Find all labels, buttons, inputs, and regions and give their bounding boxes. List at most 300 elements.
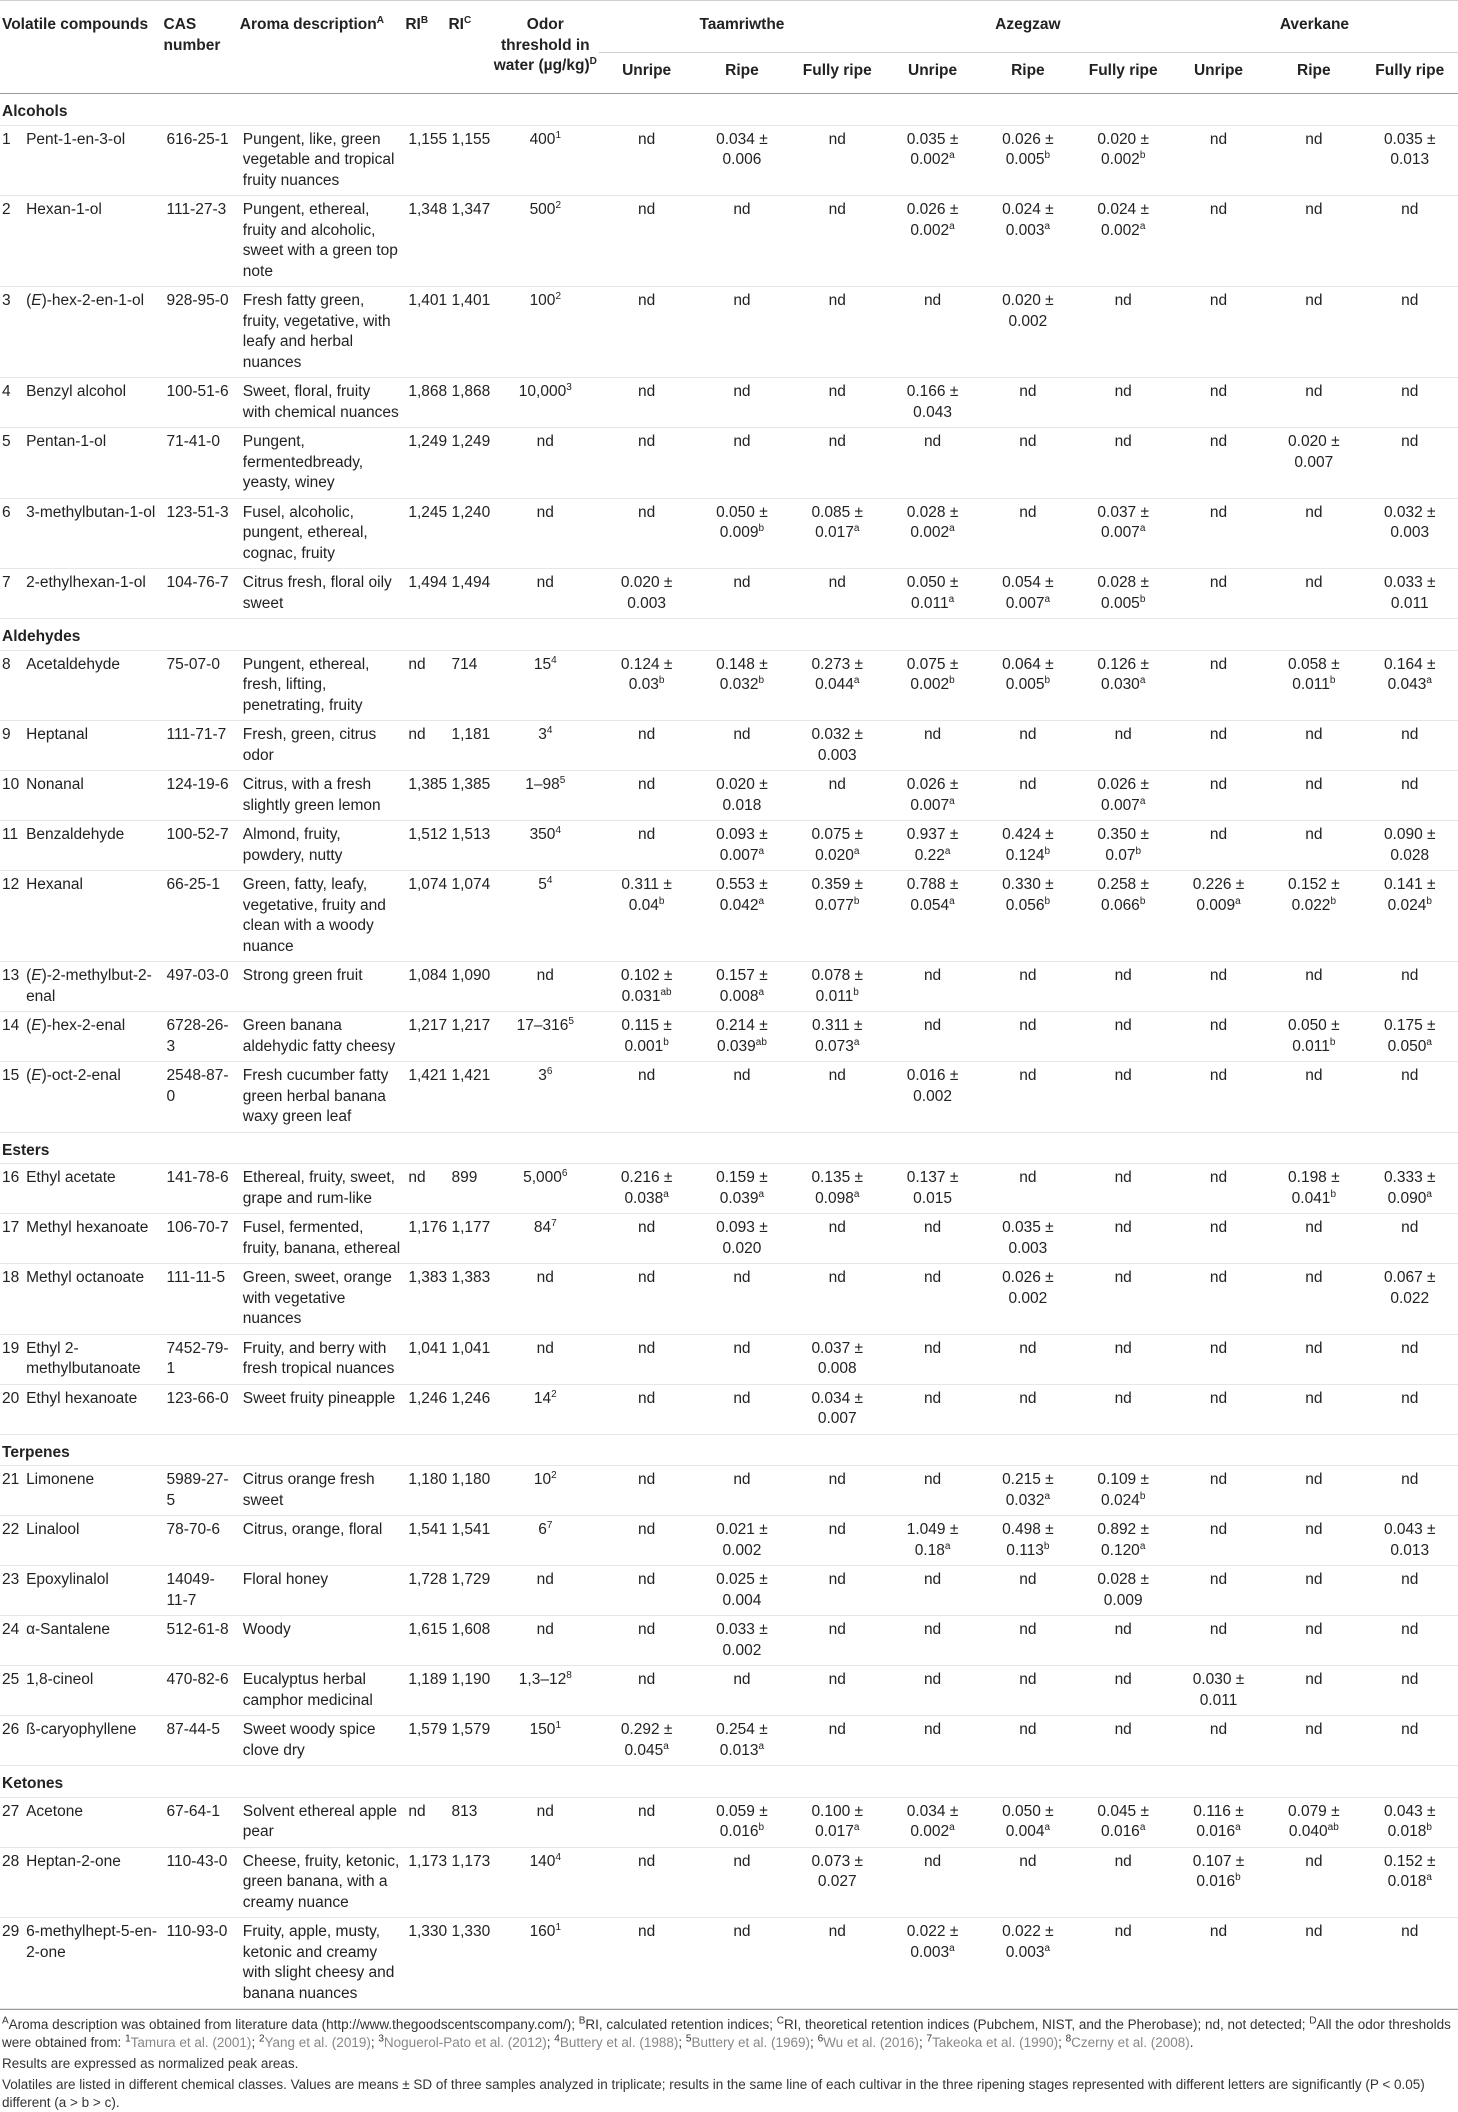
header-ri-calculated: $RI^B$ bbox=[405, 14, 429, 33]
reference-number: 8 bbox=[1065, 2033, 1072, 2045]
value-cell: 0.093 ± 0.007$^a$ bbox=[716, 826, 768, 864]
value-cell: 0.028 ± 0.009 bbox=[1097, 1571, 1149, 1609]
compound-name: Pentan-1-ol bbox=[26, 433, 107, 450]
section-header-row bbox=[0, 1434, 1458, 1466]
compound-number: 24 bbox=[2, 1621, 20, 1638]
value-cell: 0.164 ± 0.043$^a$ bbox=[1383, 655, 1436, 693]
value-cell: nd bbox=[1305, 1621, 1323, 1638]
aroma-description: Pungent, ethereal, fresh, lifting, penetrating, fruity bbox=[242, 655, 370, 714]
reference-number: 7 bbox=[926, 2033, 933, 2045]
ri-theoretical: 1,541 bbox=[451, 1521, 491, 1538]
compound-number: 20 bbox=[2, 1389, 20, 1407]
ri-calculated: nd bbox=[408, 1802, 426, 1820]
value-cell: nd bbox=[1209, 1219, 1228, 1236]
value-cell: nd bbox=[1114, 1671, 1132, 1688]
value-cell: nd bbox=[1209, 826, 1228, 843]
value-cell: 0.100 ± 0.017$^a$ bbox=[811, 1802, 864, 1840]
value-cell: nd bbox=[1019, 1017, 1037, 1034]
compound-number: 4 bbox=[2, 383, 11, 400]
value-cell: nd bbox=[1209, 1389, 1228, 1407]
table-row bbox=[0, 1918, 1458, 2009]
cas-number: 67-64-1 bbox=[166, 1802, 220, 1820]
value-cell: 0.035 ± 0.013 bbox=[1383, 130, 1436, 168]
value-cell: 0.137 ± 0.015 bbox=[906, 1169, 959, 1207]
value-cell: 0.215 ± 0.032$^a$ bbox=[1002, 1471, 1054, 1509]
value-cell: nd bbox=[1305, 726, 1323, 743]
value-cell: 0.198 ± 0.041$^b$ bbox=[1288, 1169, 1340, 1207]
value-cell: nd bbox=[923, 967, 942, 984]
value-cell: nd bbox=[1019, 503, 1037, 521]
ri-calculated: 1,494 bbox=[408, 574, 448, 591]
ri-calculated: 1,615 bbox=[408, 1621, 448, 1638]
value-cell: 0.175 ± 0.050$^a$ bbox=[1383, 1017, 1436, 1055]
value-cell: nd bbox=[923, 1471, 942, 1488]
value-cell: nd bbox=[1019, 1571, 1037, 1588]
value-cell: 0.148 ± 0.032$^b$ bbox=[716, 655, 768, 693]
value-cell: nd bbox=[1114, 1621, 1132, 1638]
value-cell: nd bbox=[1019, 1852, 1037, 1870]
aroma-description: Fruity, apple, musty, ketonic and creamy with slight cheesy and banana nuances bbox=[242, 1923, 395, 2002]
ri-calculated: 1,180 bbox=[408, 1471, 448, 1488]
reference-link[interactable]: Noguerol-Pato et al. (2012) bbox=[383, 2035, 547, 2050]
value-cell: 0.292 ± 0.045$^a$ bbox=[620, 1721, 673, 1759]
odor-threshold: $160^1$ bbox=[529, 1921, 561, 1940]
table-row bbox=[0, 1384, 1458, 1434]
ri-theoretical: 1,190 bbox=[451, 1671, 491, 1688]
odor-threshold: $100^2$ bbox=[529, 290, 561, 309]
ri-theoretical: 1,246 bbox=[451, 1389, 491, 1407]
value-cell: 0.035 ± 0.003 bbox=[1002, 1219, 1054, 1257]
value-cell: 0.026 ± 0.007$^a$ bbox=[1097, 776, 1149, 814]
odor-threshold: nd bbox=[536, 1269, 554, 1286]
value-cell: nd bbox=[1305, 1471, 1323, 1488]
compound-number: 2 bbox=[2, 201, 11, 218]
compound-name: Acetone bbox=[26, 1802, 83, 1820]
aroma-description: Citrus orange fresh sweet bbox=[242, 1471, 375, 1509]
value-cell: 0.892 ± 0.120$^a$ bbox=[1097, 1521, 1149, 1559]
value-cell: nd bbox=[1401, 776, 1419, 793]
value-cell: 0.214 ± 0.039$^{ab}$ bbox=[716, 1017, 768, 1055]
odor-threshold: $3^4$ bbox=[538, 724, 553, 743]
value-cell: nd bbox=[733, 574, 751, 591]
value-cell: nd bbox=[733, 1923, 751, 1940]
ri-theoretical: 1,513 bbox=[451, 826, 491, 843]
reference-number: 1 bbox=[125, 2033, 131, 2045]
value-cell: nd bbox=[1305, 574, 1323, 591]
compound-number: 17 bbox=[2, 1219, 20, 1236]
value-cell: 0.166 ± 0.043 bbox=[906, 383, 959, 421]
table-row bbox=[0, 1264, 1458, 1335]
odor-threshold: $350^4$ bbox=[529, 824, 561, 843]
odor-threshold: $140^4$ bbox=[529, 1851, 561, 1870]
value-cell: nd bbox=[923, 433, 942, 450]
value-cell: 0.152 ± 0.018$^a$ bbox=[1383, 1852, 1436, 1890]
compound-name: α-Santalene bbox=[26, 1621, 110, 1638]
table-row bbox=[0, 1797, 1458, 1847]
value-cell: nd bbox=[1401, 1067, 1419, 1084]
value-cell: nd bbox=[638, 1471, 656, 1488]
cas-number: 497-03-0 bbox=[166, 967, 229, 984]
value-cell: nd bbox=[733, 1471, 751, 1488]
ri-calculated: 1,246 bbox=[408, 1389, 448, 1407]
compound-name: Benzyl alcohol bbox=[26, 383, 127, 400]
compound-number: 18 bbox=[2, 1269, 20, 1286]
cas-number: 106-70-7 bbox=[166, 1219, 229, 1236]
value-cell: 0.124 ± 0.03$^b$ bbox=[620, 655, 673, 693]
section-header-row bbox=[0, 1132, 1458, 1164]
aroma-description: Strong green fruit bbox=[242, 967, 363, 984]
odor-threshold: $17-316^5$ bbox=[516, 1015, 574, 1034]
cas-number: 7452-79-1 bbox=[166, 1339, 229, 1377]
value-cell: 0.020 ± 0.018 bbox=[716, 776, 768, 814]
header-cultivar-averkane: Averkane bbox=[1171, 1, 1458, 53]
aroma-description: Cheese, fruity, ketonic, green banana, with a creamy nuance bbox=[242, 1852, 400, 1911]
value-cell: 0.054 ± 0.007$^a$ bbox=[1002, 574, 1054, 612]
value-cell: nd bbox=[1305, 1923, 1323, 1940]
value-cell: 0.311 ± 0.04$^b$ bbox=[621, 876, 672, 914]
value-cell: nd bbox=[1114, 1219, 1132, 1236]
table-row bbox=[0, 1164, 1458, 1214]
compound-name: Ethyl acetate bbox=[26, 1169, 116, 1186]
value-cell: nd bbox=[1401, 1389, 1419, 1407]
value-cell: nd bbox=[1114, 726, 1132, 743]
header-stage: Fully ripe bbox=[1088, 61, 1158, 79]
table-footnotes bbox=[0, 2009, 1458, 2112]
cas-number: 75-07-0 bbox=[166, 655, 220, 673]
value-cell: 0.028 ± 0.005$^b$ bbox=[1097, 574, 1149, 612]
compound-name: Heptanal bbox=[26, 726, 89, 743]
value-cell: 0.034 ± 0.006 bbox=[716, 130, 768, 168]
reference-link[interactable]: Buttery et al. (1969) bbox=[691, 2035, 811, 2050]
value-cell: 0.035 ± 0.002$^a$ bbox=[906, 130, 959, 168]
value-cell: nd bbox=[1114, 1067, 1132, 1084]
reference-number: 6 bbox=[817, 2033, 824, 2045]
value-cell: 0.043 ± 0.013 bbox=[1383, 1521, 1436, 1559]
value-cell: nd bbox=[1401, 201, 1419, 218]
value-cell: nd bbox=[1019, 776, 1037, 793]
odor-threshold: $5^4$ bbox=[538, 874, 553, 893]
reference-link[interactable]: Takeoka et al. (1990) bbox=[932, 2035, 1059, 2050]
value-cell: nd bbox=[638, 1621, 656, 1638]
compound-number: 25 bbox=[2, 1671, 20, 1688]
value-cell: nd bbox=[638, 292, 656, 309]
value-cell: nd bbox=[1401, 433, 1419, 450]
odor-threshold: nd bbox=[536, 1339, 554, 1357]
cas-number: 110-43-0 bbox=[166, 1852, 228, 1870]
value-cell: 0.157 ± 0.008$^a$ bbox=[716, 967, 768, 1005]
aroma-description: Floral honey bbox=[242, 1571, 329, 1588]
value-cell: nd bbox=[828, 383, 846, 400]
compound-number: 11 bbox=[2, 826, 19, 843]
section-title: Aldehydes bbox=[2, 628, 81, 645]
value-cell: nd bbox=[1209, 726, 1228, 743]
value-cell: nd bbox=[1305, 1721, 1323, 1738]
odor-threshold: $3^6$ bbox=[538, 1065, 553, 1084]
odor-threshold: nd bbox=[536, 967, 554, 984]
value-cell: nd bbox=[638, 130, 656, 148]
value-cell: 0.059 ± 0.016$^b$ bbox=[716, 1802, 768, 1840]
value-cell: nd bbox=[1305, 1339, 1323, 1357]
value-cell: nd bbox=[1305, 1671, 1323, 1688]
value-cell: 0.254 ± 0.013$^a$ bbox=[716, 1721, 768, 1759]
value-cell: nd bbox=[1209, 1571, 1228, 1588]
compound-name: (E)-hex-2-enal bbox=[26, 1017, 126, 1034]
cas-number: 616-25-1 bbox=[166, 130, 229, 148]
value-cell: 0.093 ± 0.020 bbox=[716, 1219, 768, 1257]
cas-number: 110-93-0 bbox=[166, 1923, 228, 1940]
reference-number: 3 bbox=[378, 2033, 384, 2045]
compound-name: Heptan-2-one bbox=[26, 1852, 121, 1870]
ri-calculated: nd bbox=[408, 726, 426, 743]
compound-name: Hexanal bbox=[26, 876, 83, 893]
value-cell: 0.033 ± 0.002 bbox=[716, 1621, 768, 1659]
table-row bbox=[0, 771, 1458, 821]
value-cell: nd bbox=[1114, 1269, 1132, 1286]
header-stage: Fully ripe bbox=[1375, 61, 1445, 79]
value-cell: nd bbox=[1019, 383, 1037, 400]
value-cell: nd bbox=[638, 1389, 656, 1407]
compound-name: 6-methylhept-5-en-2-one bbox=[26, 1923, 158, 1961]
odor-threshold: $500^2$ bbox=[529, 199, 561, 218]
aroma-description: Sweet woody spice clove dry bbox=[242, 1721, 376, 1759]
compound-number: 14 bbox=[2, 1017, 20, 1034]
value-cell: nd bbox=[1209, 1017, 1228, 1034]
aroma-description: Solvent ethereal apple pear bbox=[242, 1802, 398, 1840]
value-cell: nd bbox=[1209, 1923, 1228, 1940]
value-cell: nd bbox=[828, 1067, 846, 1084]
header-volatile-compounds: Volatile compounds bbox=[2, 16, 149, 33]
ri-calculated: 1,245 bbox=[408, 503, 448, 521]
odor-threshold: $6^7$ bbox=[538, 1519, 553, 1538]
value-cell: nd bbox=[1019, 726, 1037, 743]
value-cell: 0.141 ± 0.024$^b$ bbox=[1383, 876, 1436, 914]
value-cell: nd bbox=[733, 1339, 751, 1357]
table-row bbox=[0, 821, 1458, 871]
value-cell: nd bbox=[638, 1269, 656, 1286]
compound-number: 22 bbox=[2, 1521, 20, 1538]
ri-theoretical: 1,729 bbox=[451, 1571, 491, 1588]
ri-theoretical: 813 bbox=[451, 1802, 478, 1820]
header-stage: Fully ripe bbox=[802, 61, 872, 79]
value-cell: nd bbox=[1114, 1169, 1132, 1186]
value-cell: nd bbox=[1401, 1671, 1419, 1688]
ri-calculated: nd bbox=[408, 1169, 426, 1186]
value-cell: nd bbox=[1305, 292, 1323, 309]
compound-name: Methyl hexanoate bbox=[26, 1219, 149, 1236]
value-cell: nd bbox=[1209, 1067, 1228, 1084]
value-cell: nd bbox=[828, 130, 846, 148]
value-cell: nd bbox=[733, 292, 751, 309]
ri-theoretical: 1,090 bbox=[451, 967, 491, 984]
cas-number: 78-70-6 bbox=[166, 1521, 220, 1538]
compound-number: 26 bbox=[2, 1721, 20, 1738]
ri-theoretical: 1,385 bbox=[451, 776, 491, 793]
cas-number: 5989-27-5 bbox=[166, 1471, 229, 1509]
value-cell: nd bbox=[1114, 1923, 1132, 1940]
value-cell: 0.034 ± 0.007 bbox=[811, 1389, 864, 1427]
table-row bbox=[0, 378, 1458, 428]
value-cell: nd bbox=[1305, 1852, 1323, 1870]
compound-name: Hexan-1-ol bbox=[26, 201, 102, 218]
compound-name: 2-ethylhexan-1-ol bbox=[26, 574, 146, 591]
value-cell: nd bbox=[828, 1621, 846, 1638]
value-cell: 0.333 ± 0.090$^a$ bbox=[1383, 1169, 1436, 1207]
reference-number: 4 bbox=[554, 2033, 560, 2045]
compound-name: (E)-2-methylbut-2-enal bbox=[26, 967, 152, 1005]
value-cell: nd bbox=[733, 726, 751, 743]
ri-theoretical: 1,240 bbox=[451, 503, 491, 521]
value-cell: 0.025 ± 0.004 bbox=[716, 1571, 768, 1609]
value-cell: 0.078 ± 0.011$^b$ bbox=[811, 967, 864, 1005]
header-odor-threshold: Odor threshold in water $(\mu g/kg)^D$ bbox=[493, 16, 597, 74]
compound-name: Pent-1-en-3-ol bbox=[26, 130, 126, 148]
value-cell: 0.026 ± 0.007$^a$ bbox=[906, 776, 959, 814]
value-cell: 0.788 ± 0.054$^a$ bbox=[906, 876, 959, 914]
aroma-description: Green banana aldehydic fatty cheesy bbox=[242, 1017, 396, 1055]
footnote-normalized: Results are expressed as normalized peak areas. bbox=[2, 2056, 299, 2071]
cas-number: 111-71-7 bbox=[166, 726, 227, 743]
value-cell: 0.067 ± 0.022 bbox=[1383, 1269, 1436, 1307]
table-row bbox=[0, 1062, 1458, 1133]
table-row bbox=[0, 650, 1458, 721]
value-cell: 0.330 ± 0.056$^b$ bbox=[1002, 876, 1054, 914]
ri-theoretical: 1,217 bbox=[451, 1017, 491, 1034]
value-cell: nd bbox=[1401, 1621, 1419, 1638]
value-cell: nd bbox=[828, 1923, 846, 1940]
ri-theoretical: 714 bbox=[451, 655, 478, 673]
reference-link[interactable]: Wu et al. (2016) bbox=[823, 2035, 919, 2050]
ri-calculated: 1,348 bbox=[408, 201, 448, 218]
compound-number: 8 bbox=[2, 655, 11, 673]
compound-name: Benzaldehyde bbox=[26, 826, 125, 843]
value-cell: nd bbox=[1209, 130, 1228, 148]
cas-number: 100-51-6 bbox=[166, 383, 229, 400]
value-cell: nd bbox=[923, 1389, 942, 1407]
value-cell: nd bbox=[733, 383, 751, 400]
odor-threshold: nd bbox=[536, 1802, 554, 1820]
value-cell: nd bbox=[638, 826, 656, 843]
value-cell: nd bbox=[638, 1339, 656, 1357]
compound-name: (E)-oct-2-enal bbox=[26, 1067, 121, 1084]
value-cell: 0.033 ± 0.011 bbox=[1383, 574, 1436, 612]
compound-number: 21 bbox=[2, 1471, 20, 1488]
value-cell: nd bbox=[1209, 503, 1228, 521]
compound-name: Methyl octanoate bbox=[26, 1269, 145, 1286]
value-cell: 0.058 ± 0.011$^b$ bbox=[1288, 655, 1340, 693]
value-cell: nd bbox=[1209, 655, 1228, 673]
odor-threshold: nd bbox=[536, 433, 554, 450]
value-cell: nd bbox=[1114, 433, 1132, 450]
ri-calculated: 1,041 bbox=[408, 1339, 448, 1357]
value-cell: nd bbox=[638, 1923, 656, 1940]
odor-threshold: nd bbox=[536, 574, 554, 591]
value-cell: nd bbox=[1209, 433, 1228, 450]
compound-number: 16 bbox=[2, 1169, 20, 1186]
value-cell: nd bbox=[1019, 1389, 1037, 1407]
table-row bbox=[0, 721, 1458, 771]
table-row bbox=[0, 428, 1458, 499]
aroma-description: Sweet, floral, fruity with chemical nuances bbox=[242, 383, 399, 421]
cas-number: 141-78-6 bbox=[166, 1169, 229, 1186]
ri-theoretical: 1,177 bbox=[451, 1219, 491, 1236]
value-cell: nd bbox=[828, 776, 846, 793]
ri-theoretical: 1,330 bbox=[451, 1923, 491, 1940]
value-cell: 0.024 ± 0.003$^a$ bbox=[1002, 201, 1054, 239]
header-cas-number: CAS number bbox=[163, 16, 221, 54]
odor-threshold: $400^1$ bbox=[529, 129, 561, 148]
value-cell: 0.075 ± 0.002$^b$ bbox=[906, 655, 959, 693]
ri-theoretical: 1,421 bbox=[451, 1067, 491, 1084]
ri-calculated: 1,084 bbox=[408, 967, 448, 984]
value-cell: nd bbox=[1305, 201, 1323, 218]
value-cell: nd bbox=[1401, 292, 1419, 309]
aroma-description: Pungent, fermentedbready, yeasty, winey bbox=[242, 433, 364, 491]
value-cell: nd bbox=[923, 726, 942, 743]
value-cell: 0.937 ± 0.22$^a$ bbox=[906, 826, 959, 864]
aroma-description: Citrus, orange, floral bbox=[242, 1521, 383, 1538]
ri-theoretical: 899 bbox=[451, 1169, 478, 1186]
reference-link[interactable]: Czerny et al. (2008) bbox=[1071, 2035, 1190, 2050]
value-cell: 0.079 ± 0.040$^{ab}$ bbox=[1288, 1802, 1340, 1840]
value-cell: 0.016 ± 0.002 bbox=[906, 1067, 959, 1105]
section-header-row bbox=[0, 94, 1458, 126]
ri-calculated: 1,512 bbox=[408, 826, 448, 843]
value-cell: 0.115 ± 0.001$^b$ bbox=[621, 1017, 672, 1055]
compound-number: 10 bbox=[2, 776, 20, 793]
aroma-description: Sweet fruity pineapple bbox=[242, 1389, 396, 1407]
table-row bbox=[0, 1566, 1458, 1616]
header-stage: Unripe bbox=[622, 61, 672, 79]
reference-link[interactable]: Yang et al. (2019) bbox=[264, 2035, 371, 2050]
table-row bbox=[0, 125, 1458, 196]
value-cell: nd bbox=[828, 433, 846, 450]
section-title: Terpenes bbox=[2, 1443, 70, 1461]
value-cell: nd bbox=[1305, 1219, 1323, 1236]
aroma-description: Eucalyptus herbal camphor medicinal bbox=[242, 1671, 373, 1709]
value-cell: nd bbox=[828, 1721, 846, 1738]
reference-link[interactable]: Tamura et al. (2001) bbox=[130, 2035, 252, 2050]
compound-name: (E)-hex-2-en-1-ol bbox=[26, 292, 145, 309]
value-cell: nd bbox=[1114, 1339, 1132, 1357]
section-title: Ketones bbox=[2, 1775, 64, 1792]
value-cell: 0.152 ± 0.022$^b$ bbox=[1288, 876, 1340, 914]
value-cell: 0.022 ± 0.003$^a$ bbox=[906, 1923, 959, 1961]
compound-number: 3 bbox=[2, 292, 11, 309]
odor-threshold: nd bbox=[536, 1571, 554, 1588]
value-cell: nd bbox=[923, 1852, 942, 1870]
value-cell: nd bbox=[1209, 292, 1228, 309]
compound-number: 15 bbox=[2, 1067, 20, 1084]
value-cell: 0.350 ± 0.07$^b$ bbox=[1097, 826, 1149, 864]
value-cell: nd bbox=[828, 1671, 846, 1688]
value-cell: nd bbox=[733, 1852, 751, 1870]
value-cell: nd bbox=[733, 1269, 751, 1286]
cas-number: 470-82-6 bbox=[166, 1671, 229, 1688]
value-cell: nd bbox=[1401, 1721, 1419, 1738]
table-row bbox=[0, 287, 1458, 378]
reference-link[interactable]: Buttery et al. (1988) bbox=[559, 2035, 679, 2050]
value-cell: nd bbox=[1305, 1571, 1323, 1588]
cas-number: 928-95-0 bbox=[166, 292, 229, 309]
ri-calculated: 1,330 bbox=[408, 1923, 448, 1940]
value-cell: nd bbox=[923, 1621, 942, 1638]
value-cell: nd bbox=[1209, 776, 1228, 793]
aroma-description: Ethereal, fruity, sweet, grape and rum-like bbox=[242, 1169, 395, 1207]
aroma-description: Fusel, alcoholic, pungent, ethereal, cognac, fruity bbox=[242, 503, 368, 562]
value-cell: nd bbox=[828, 1521, 846, 1538]
value-cell: 0.424 ± 0.124$^b$ bbox=[1002, 826, 1054, 864]
value-cell: nd bbox=[1209, 1471, 1228, 1488]
